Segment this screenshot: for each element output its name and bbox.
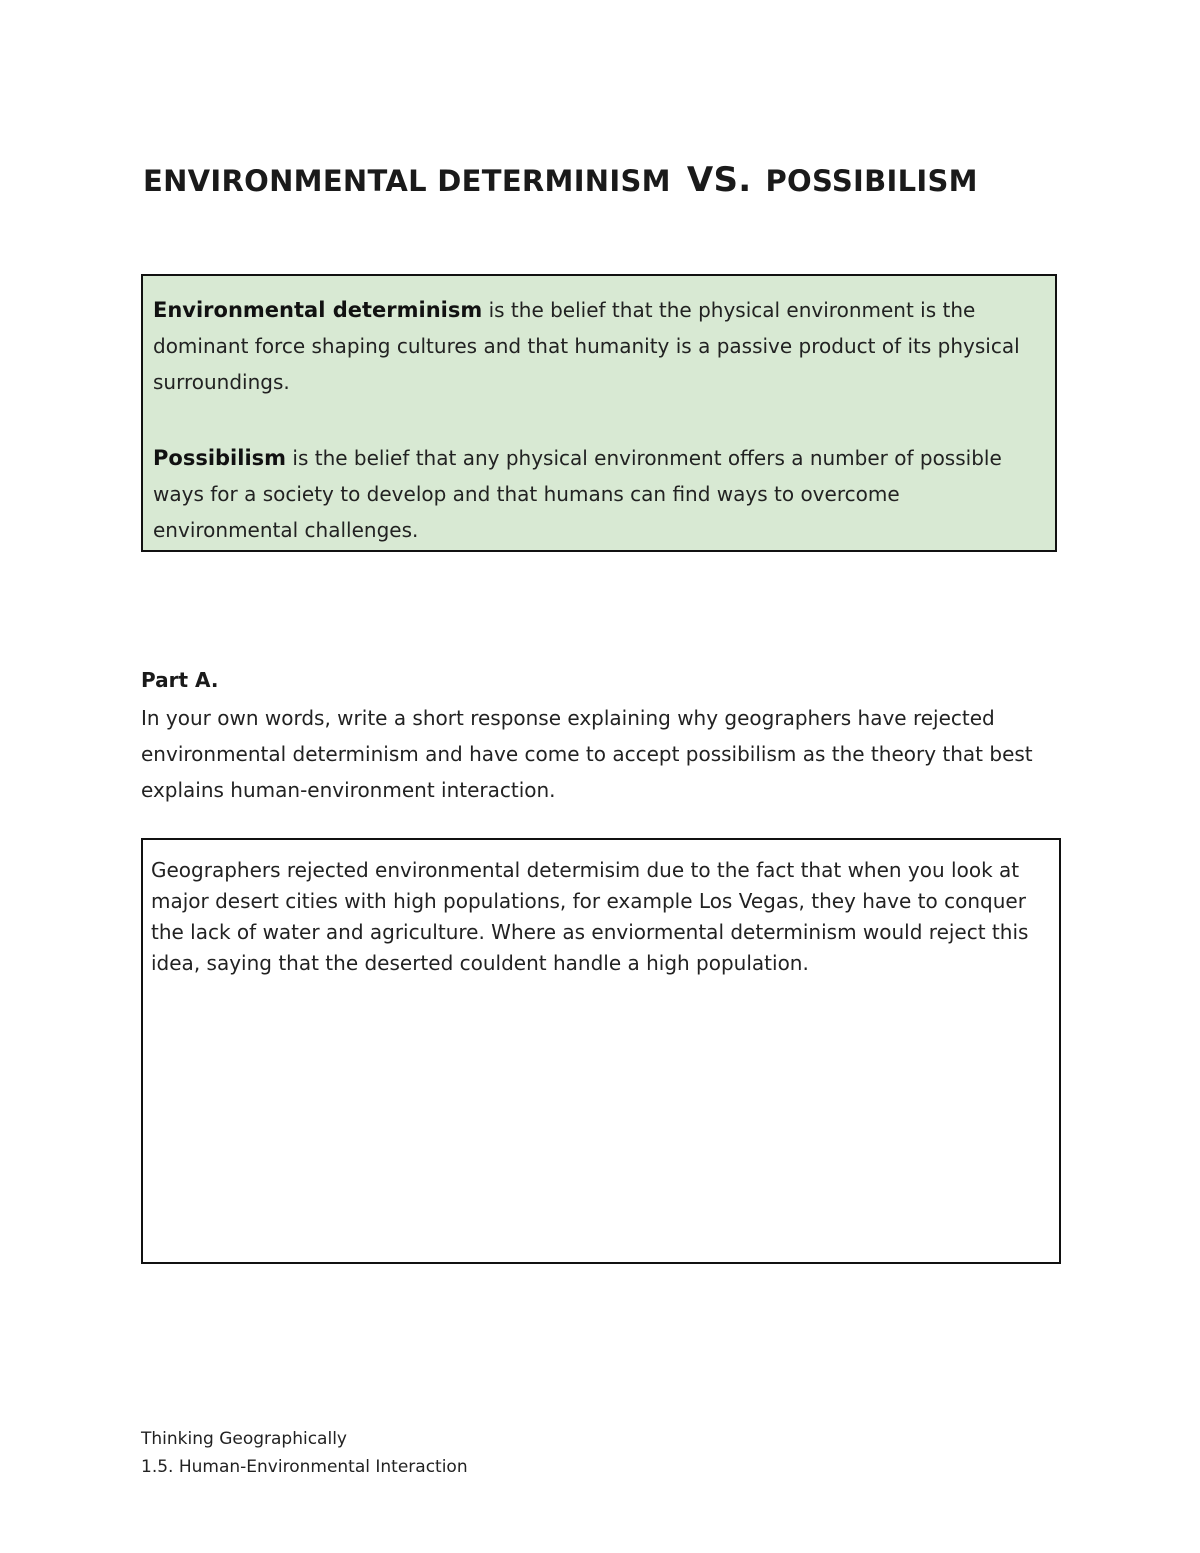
definition-term: Environmental determinism <box>153 298 483 322</box>
definition-environmental-determinism <box>153 292 1045 400</box>
definition-text: is the belief that the physical environment is the dominant force shaping cultures and that humanity is a passive product of its physical surroundings. <box>153 298 1020 394</box>
page-title <box>143 160 978 200</box>
definitions-box <box>141 274 1057 552</box>
title-right: POSSIBILISM <box>765 164 978 198</box>
part-a-title: Part A. <box>141 668 219 692</box>
definition-text: is the belief that any physical environment offers a number of possible ways for a society to develop and that humans can find ways to overcome environmental challenges. <box>153 446 1002 542</box>
part-a-answer-box[interactable]: Geographers rejected environmental determisim due to the fact that when you look at major desert cities with high populations, for example Los Vegas, they have to conquer the lack of water and agriculture. Where as enviormental determinism would reject this idea, saying that the deserted couldent handle a high population. <box>141 838 1061 1264</box>
title-vs: VS. <box>686 160 752 200</box>
part-a-prompt: In your own words, write a short response explaining why geographers have rejected environmental determinism and have come to accept possibilism as the theory that best explains human-environment interaction. <box>141 706 1033 802</box>
footer-course: Thinking Geographically <box>141 1429 347 1449</box>
footer <box>141 1425 468 1481</box>
definition-term: Possibilism <box>153 446 287 470</box>
title-left: ENVIRONMENTAL DETERMINISM <box>143 164 671 198</box>
footer-unit: 1.5. Human-Environmental Interaction <box>141 1457 468 1477</box>
definition-possibilism <box>153 440 1045 548</box>
